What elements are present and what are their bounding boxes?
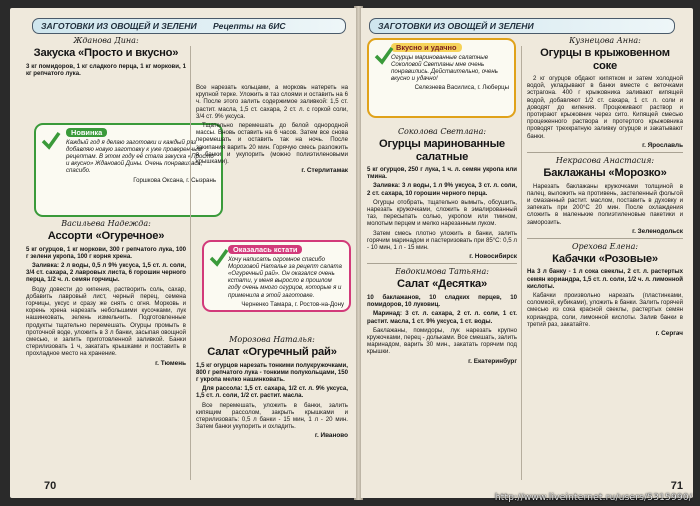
checkmark-icon: [374, 46, 394, 66]
left-col-b: [26, 218, 186, 367]
city-sergach: г. Сергач: [655, 330, 683, 338]
right-header: [369, 18, 675, 34]
ingredients-zakuska: 3 кг помидоров, 1 кг сладкого перца, 1 кг моркови, 1 кг репчатого лука.: [26, 62, 186, 77]
checkmark-icon: [41, 131, 61, 151]
text-zakuska: Все нарезать кольцами, а морковь натереть на крупной терке. Уложить в таз слоями и оставить на 6 ч. После этого залить содержимое заливкой: 1,5 ст. растит. масла, 1,5 ст. сахара, 2 ст. л. с горкой соли, 3/4 ст. 9% уксуса.: [196, 84, 348, 120]
left-col-a: [26, 35, 186, 79]
page-number-right: 71: [670, 480, 683, 492]
note-novinka-label: Новинка: [66, 128, 107, 137]
city-tyumen: г. Тюмень: [155, 359, 186, 367]
title-kabachki: Кабачки «Розовые»: [552, 252, 658, 265]
city-yaroslavl: г. Ярославль: [642, 141, 683, 149]
text-kabachki: Кабачки произвольно нарезать (пластинками, соломкой, кубиками), уложить в банки. Залить горячей смесью из сока красной свеклы, растертых семян кориандра, соли, лимонной кислоты. Залив банки в третий раз, закатайте.: [527, 292, 683, 328]
text-assorti: Воду довести до кипения, растворить соль, сахар, добавить лавровый лист, черный перец, семена горчицы, уксус и сразу же снять с огня. Морковь и корень хрена нарезать небольшими кусочками, лук нашинковать, зелень измельчить. Подготовленные продукты тщательно перемешать. Огурцы промыть в проточной воде, уложить в 3 л банки, засыпая овощной смесью, и залить приготовленной заливкой. Банки стерилизовать 1 ч, закатать крышками и поставить в прохладное место на хранение.: [26, 285, 186, 358]
page-number-left: 70: [44, 480, 57, 492]
author-kuznecova: Кузнецова Анна:: [569, 36, 641, 45]
author-morozova: Морозова Наталья:: [229, 335, 315, 344]
text2-zakuska: Тщательно перемешать до белой однородной массы. Вновь оставить на 6 часов. Затем все снова перемешать и оставить так на ночь. После закипания варить 20 мин. Горячую смесь разложить в банки и укупорить (можно полиэтиленовыми крышками).: [196, 122, 348, 166]
title-ogurechny-rai: Салат «Огуречный рай»: [207, 346, 337, 358]
left-col-c: [196, 84, 348, 174]
note-okazalas: [202, 240, 351, 312]
city-novosibirsk: г. Новосибирск: [469, 253, 517, 261]
marinade-ogurcy-salatnye: Заливка: 3 л воды, 1 л 9% уксуса, 3 ст. л. соли, 2 ст. сахара, 10 горошин черного перца.: [367, 182, 517, 197]
city-ivanovo: г. Иваново: [314, 432, 348, 440]
watermark-url[interactable]: http://www.liveinternet.ru/users/5315990/: [494, 493, 692, 503]
ingredients-ogurechny-rai: 1,5 кг огурцов нарезать тонкими полукружочками, 800 г репчатого лука - тонкими полукольцами, 150 г укропа мелко нашинковать.: [196, 361, 348, 383]
marinade-ogurechny-rai: Для рассола: 1,5 ст. сахара, 1/2 ст. л. 9% уксуса, 1,5 ст. л. соли, 1/2 ст. растит. масла.: [196, 385, 348, 400]
note-okazalas-label: Оказалась кстати: [228, 245, 302, 254]
note-novinka: [34, 123, 223, 217]
text-ogurechny-rai: Все перемешать, уложить в банки, залить кипящим рассолом, закрыть крышками и стерилизовать: 0,5 л банки - 15 мин, 1 л - 20 мин. Затем банки укупорить и охладить.: [196, 401, 348, 431]
title-zakuska: Закуска «Просто и вкусно»: [33, 47, 179, 59]
right-header-title: ЗАГОТОВКИ ИЗ ОВОЩЕЙ И ЗЕЛЕНИ: [378, 21, 534, 31]
right-page: [361, 8, 693, 498]
left-page: [10, 8, 356, 498]
author-orehova: Орехова Елена:: [571, 241, 639, 251]
left-col-d: [196, 334, 348, 440]
marinade-desyatka: Маринад: 3 ст. л. сахара, 2 ст. л. соли, 1 ст. растит. масла, 1 ст. 9% уксуса, 1 ст. воды.: [367, 310, 517, 325]
title-ogurcy-kryzh: Огурцы в крыжовенном соке: [540, 47, 670, 72]
ingredients-desyatka: 10 баклажанов, 10 сладких перцев, 10 помидоров, 10 луковиц.: [367, 293, 517, 309]
right-col-b: [527, 35, 683, 337]
divider: [367, 263, 517, 264]
title-ogurcy-salatnye: Огурцы маринованные салатные: [379, 138, 505, 163]
text-ogurcy-salatnye: Огурцы отобрать, тщательно вымыть, обсушить, нарезать кружочками, сложить в эмалированный таз, пересыпать солью, укропом или тмином, молотым перцем и мелко нарезанным луком.: [367, 198, 517, 228]
ingredients-assorti: 5 кг огурцов, 1 кг моркови, 300 г репчатого лука, 100 г зелени укропа, 100 г корня хрена.: [26, 245, 186, 260]
left-header: [32, 18, 346, 34]
divider: [527, 152, 683, 153]
text-desyatka: Баклажаны, помидоры, лук нарезать крупно кружочками, перец - дольками. Все смешать, залить маринадом, варить 30 мин., закатать горячим под крышки.: [367, 326, 517, 356]
note-vkusno-sign: Селезнева Василиса, г. Люберцы: [414, 84, 509, 92]
left-header-title: ЗАГОТОВКИ ИЗ ОВОЩЕЙ И ЗЕЛЕНИ: [41, 21, 197, 31]
ingredients-ogurcy-salatnye: 5 кг огурцов, 250 г лука, 1 ч. л. семян укропа или тмина.: [367, 166, 517, 181]
title-morozko: Баклажаны «Морозко»: [543, 167, 667, 180]
left-divider: [190, 46, 191, 480]
text-morozko: Нарезать баклажаны кружочками толщиной в палец, выложить на противень, застеленный фольгой и смазанный растит. маслом, поставить в духовку и запекать при 200°C 20 мин. После охлаждения сложить в маленькие полиэтиленовые пакетики и заморозить.: [527, 182, 683, 226]
right-col-a: [367, 126, 517, 365]
author-sokolova: Соколова Светлана:: [397, 127, 487, 136]
author-nekrasova: Некрасова Анастасия:: [555, 156, 655, 166]
note-okazalas-text: Хочу написать огромное спасибо Морозовой Наталье за рецепт салата «Огуречный рай». Он оказался очень кстати, у меня выросло в прошлом году очень много огурцов, которые я и применила в этой заготовке.: [228, 256, 342, 299]
ingredients-kabachki: На 3 л банку - 1 л сока свеклы, 2 ст. л. растертых семян кориандра, 1,5 ст. л. соли, 1/2 ч. л. лимонной кислоты.: [527, 268, 683, 290]
city-zelenodolsk: г. Зеленодольск: [632, 227, 683, 235]
city-ekaterinburg: г. Екатеринбург: [468, 357, 517, 365]
right-divider: [521, 46, 522, 480]
marinade-assorti: Заливка: 2 л воды, 0,5 л 9% уксуса, 1,5 ст. л. соли, 3/4 ст. сахара, 2 лавровых листа, 6 горошин черного перца, 1/2 ч. л. семян горчицы.: [26, 261, 186, 284]
title-assorti: Ассорти «Огуречное»: [47, 230, 165, 242]
author-zhdanova: Жданова Дина:: [73, 36, 139, 45]
note-vkusno-text: Огурцы маринованные салатные Соколовой Светланы мне очень понравились. Действительно, очень вкусно и удачно!: [391, 54, 498, 83]
text-ogurcy-kryzh: 2 кг огурцов обдают кипятком и затем холодной водой, укладывают в банки вместе с веточками эстрагона. 400 г крыжовника заливают кипящей водой, добавляют 1/2 ст. сахара, 1 ст. л. соли и доводят до кипения. Процеживают раствор и протирают крыжовник через сито. Кипящей смесью процеженного раствора и протертого крыжовника проводят трехкратную заливку огурцов и закатывают банки.: [527, 75, 683, 140]
note-okazalas-sign: Черненко Тамара, г. Ростов-на-Дону: [241, 300, 344, 308]
title-desyatka: Салат «Десятка»: [396, 278, 488, 291]
note-novinka-sign: Горшкова Оксана, г. Сызрань: [133, 176, 216, 184]
note-novinka-text: Каждый год я делаю заготовки и каждый раз добавляю новую заготовку к уже проверенным рецептам. В этом году её стала закуска «Просто и вкусно» Ждановой Дины. Очень понравилась, спасибо.: [66, 139, 214, 175]
checkmark-icon: [209, 248, 229, 268]
divider: [527, 238, 683, 239]
left-header-section: Рецепты на 6ИС: [213, 21, 286, 31]
text2-ogurcy-salatnye: Затем смесь плотно уложить в банки, залить горячим маринадом и пастеризовать при 85°C: 0,5 л - 10 мин, 1 л - 15 мин.: [367, 229, 517, 252]
author-evdokimova: Евдокимова Татьяна:: [395, 267, 489, 277]
note-vkusno: [367, 38, 516, 118]
author-vasilyeva: Васильева Надежда:: [61, 219, 151, 228]
city-sterlitamak: г. Стерлитамак: [301, 167, 348, 175]
note-vkusno-label: Вкусно и удачно: [391, 43, 462, 52]
